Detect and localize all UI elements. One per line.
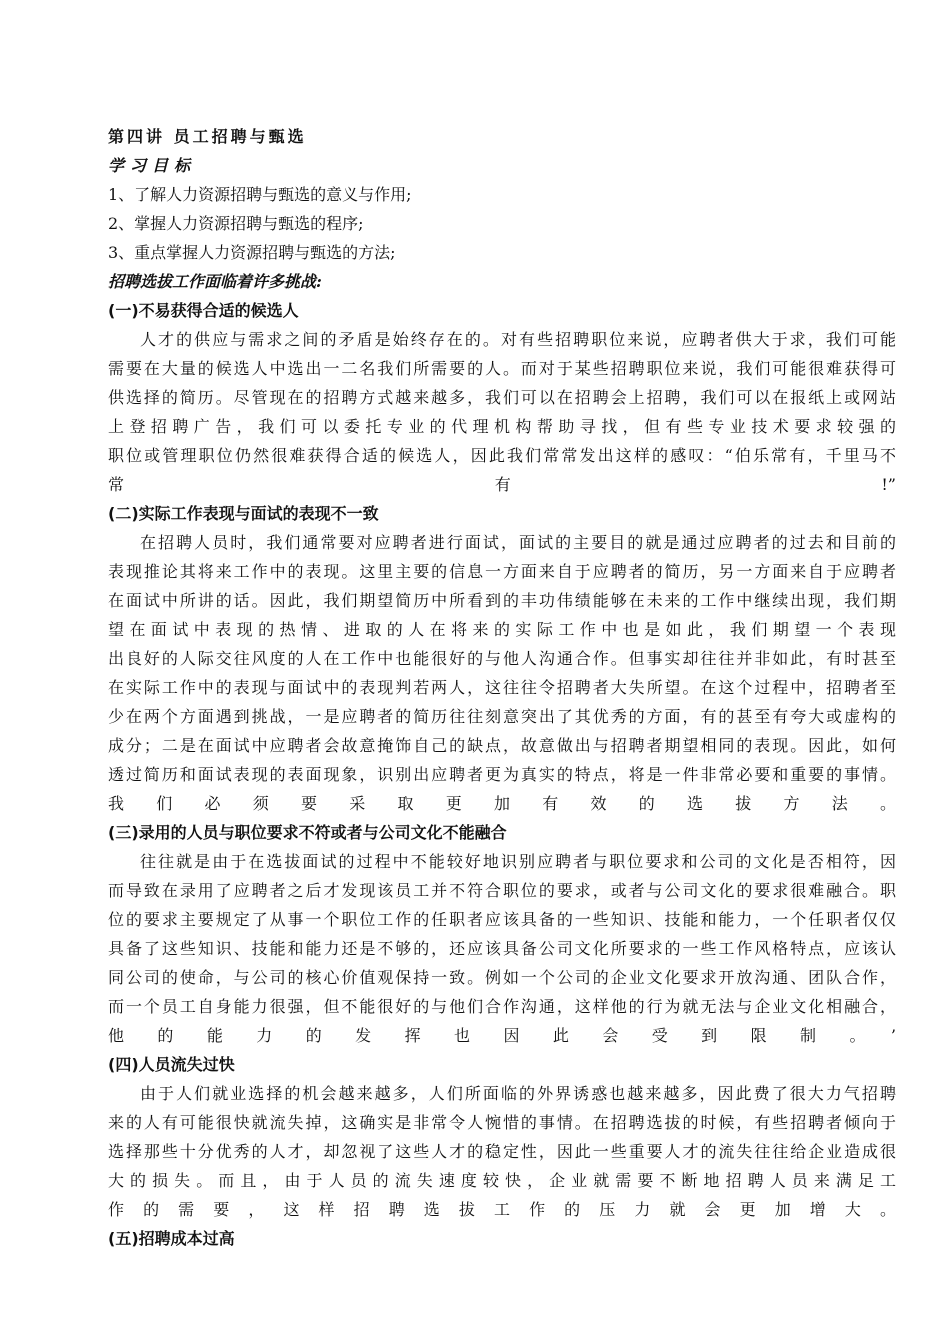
objective-item: 1、了解人力资源招聘与甄选的意义与作用; xyxy=(108,185,412,204)
paragraph-line: 来的人有可能很快就流失掉，这确实是非常令人惋惜的事情。在招聘选拔的时候，有些招聘者倾向于 xyxy=(108,1113,896,1132)
section-heading-5: (五)招聘成本过高 xyxy=(108,1229,235,1248)
paragraph-line: 职位或管理职位仍然很难获得合适的候选人，因此我们常常发出这样的感叹：“伯乐常有，千里马不 xyxy=(108,446,896,465)
section-heading-1: (一)不易获得合适的候选人 xyxy=(108,301,299,320)
paragraph-line: 表现推论其将来工作中的表现。这里主要的信息一方面来自于应聘者的简历，另一方面来自于应聘者 xyxy=(108,562,896,581)
paragraph-line: 上登招聘广告，我们可以委托专业的代理机构帮助寻找，但有些专业技术要求较强的 xyxy=(108,417,896,436)
section-body-2 xyxy=(108,528,896,818)
paragraph-line: 而一个员工自身能力很强，但不能很好的与他们合作沟通，这样他的行为就无法与企业文化相融合， xyxy=(108,997,896,1016)
section-body-1 xyxy=(108,325,896,499)
paragraph-line: 位的要求主要规定了从事一个职位工作的任职者应该具备的一些知识、技能和能力，一个任职者仅仅 xyxy=(108,910,896,929)
paragraph-line: 具备了这些知识、技能和能力还是不够的，还应该具备公司文化所要求的一些工作风格特点，应该认 xyxy=(108,939,896,958)
paragraph-line: 同公司的使命，与公司的核心价值观保持一致。例如一个公司的企业文化要求开放沟通、团队合作， xyxy=(108,968,896,987)
paragraph-line: 选择那些十分优秀的人才，却忽视了这些人才的稳定性，因此一些重要人才的流失往往给企业造成很 xyxy=(108,1142,896,1161)
paragraph-line: 由于人们就业选择的机会越来越多，人们所面临的外界诱惑也越来越多，因此费了很大力气招聘 xyxy=(140,1084,896,1103)
paragraph-line: 需要在大量的候选人中选出一二名我们所需要的人。而对于某些招聘职位来说，我们可能很难获得可 xyxy=(108,359,896,378)
paragraph-line: 我们必须要采取更加有效的选拔方法。 xyxy=(108,794,896,813)
paragraph-line: 望在面试中表现的热情、进取的人在将来的实际工作中也是如此，我们期望一个表现 xyxy=(108,620,896,639)
paragraph-line: 出良好的人际交往风度的人在工作中也能很好的与他人沟通合作。但事实却往往并非如此，有时甚至 xyxy=(108,649,896,668)
paragraph-line: 少在两个方面遇到挑战，一是应聘者的简历往往刻意突出了其优秀的方面，有的甚至有夸大或虚构的 xyxy=(108,707,896,726)
paragraph-line: 而导致在录用了应聘者之后才发现该员工并不符合职位的要求，或者与公司文化的要求很难融合。职 xyxy=(108,881,896,900)
objective-item: 3、重点掌握人力资源招聘与甄选的方法; xyxy=(108,243,396,262)
section-heading-2: (二)实际工作表现与面试的表现不一致 xyxy=(108,504,379,523)
section-heading-4: (四)人员流失过快 xyxy=(108,1055,235,1074)
paragraph-line: 在实际工作中的表现与面试中的表现判若两人，这往往令招聘者大失所望。在这个过程中，招聘者至 xyxy=(108,678,896,697)
paragraph-line: 在面试中所讲的话。因此，我们期望简历中所看到的丰功伟绩能够在未来的工作中继续出现，我们期 xyxy=(108,591,896,610)
paragraph-line: 常有!” xyxy=(108,475,896,494)
paragraph-line: 大的损失。而且，由于人员的流失速度较快，企业就需要不断地招聘人员来满足工 xyxy=(108,1171,896,1190)
paragraph-line: 透过简历和面试表现的表面现象，识别出应聘者更为真实的特点，将是一件非常必要和重要的事情。 xyxy=(108,765,896,784)
paragraph-line: 作的需要，这样招聘选拔工作的压力就会更加增大。 xyxy=(108,1200,896,1219)
paragraph-line: 在招聘人员时，我们通常要对应聘者进行面试，面试的主要目的就是通过应聘者的过去和目前的 xyxy=(140,533,896,552)
paragraph-line: 供选择的简历。尽管现在的招聘方式越来越多，我们可以在招聘会上招聘，我们可以在报纸上或网站 xyxy=(108,388,896,407)
lecture-title: 第四讲 员工招聘与甄选 xyxy=(108,127,307,146)
paragraph-line: 他的能力的发挥也因此会受到限制。’ xyxy=(108,1026,896,1045)
section-body-3 xyxy=(108,847,896,1050)
objective-item: 2、掌握人力资源招聘与甄选的程序; xyxy=(108,214,364,233)
section-body-4 xyxy=(108,1079,896,1224)
document-content xyxy=(108,122,896,1253)
challenges-heading: 招聘选拔工作面临着许多挑战: xyxy=(108,272,322,291)
paragraph-line: 成分；二是在面试中应聘者会故意掩饰自己的缺点，故意做出与招聘者期望相同的表现。因此，如何 xyxy=(108,736,896,755)
paragraph-line: 往往就是由于在选拔面试的过程中不能较好地识别应聘者与职位要求和公司的文化是否相符，因 xyxy=(140,852,896,871)
section-heading-3: (三)录用的人员与职位要求不符或者与公司文化不能融合 xyxy=(108,823,507,842)
objectives-heading: 学习目标 xyxy=(108,156,197,175)
paragraph-line: 人才的供应与需求之间的矛盾是始终存在的。对有些招聘职位来说，应聘者供大于求，我们可能 xyxy=(140,330,896,349)
